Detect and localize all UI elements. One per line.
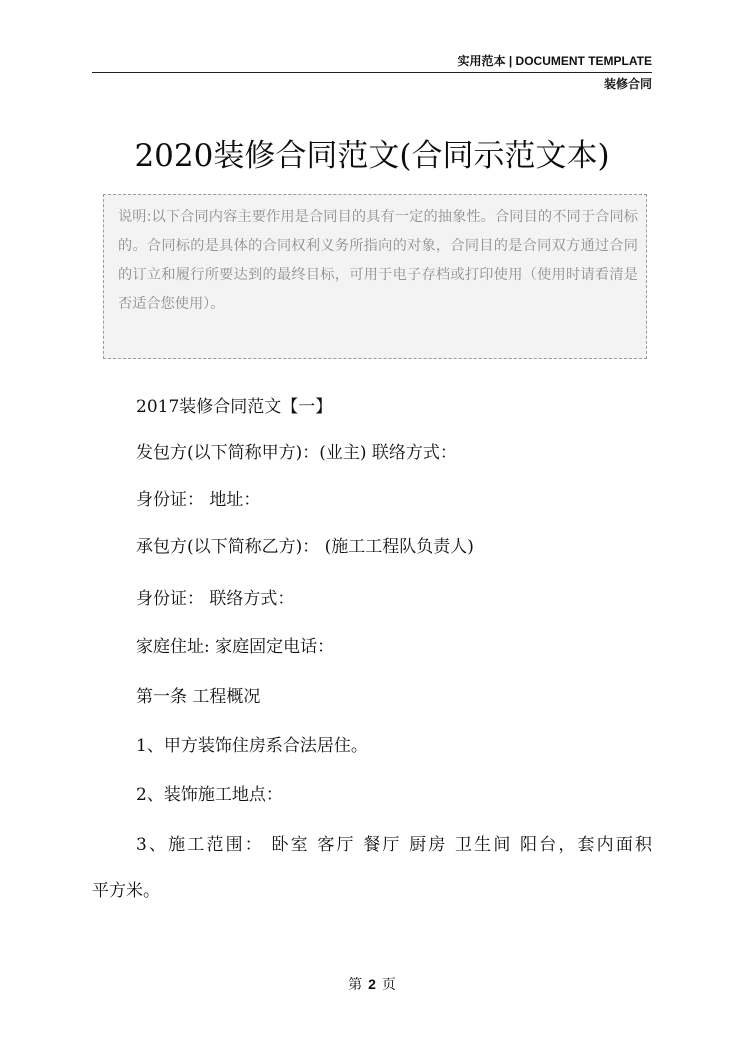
header-divider [92,72,652,73]
party-b-id-line: 身份证： 联络方式： [136,589,295,609]
page-prefix: 第 [348,977,363,993]
document-category-label: 装修合同 [603,77,652,91]
home-address-line: 家庭住址: 家庭固定电话： [136,637,335,657]
document-template-label: 实用范本 | DOCUMENT TEMPLATE [457,54,652,68]
document-title: 2020装修合同范文(合同示范文本) [134,138,610,174]
party-b-line: 承包方(以下简称乙方)： (施工工程队负责人) [136,537,474,557]
clause-3-continuation: 平方米。 [92,881,160,901]
section-heading: 2017装修合同范文【一】 [136,397,333,417]
article-one-heading: 第一条 工程概况 [136,687,261,707]
page-footer [0,974,744,995]
party-a-id-line: 身份证： 地址： [136,490,261,510]
clause-3: 3、施工范围： 卧室 客厅 餐厅 厨房 卫生间 阳台，套内面积 [136,835,652,855]
clause-1: 1、甲方装饰住房系合法居住。 [136,736,368,756]
clause-2: 2、装饰施工地点： [136,785,283,805]
page-suffix: 页 [381,977,396,993]
description-note-box: 说明:以下合同内容主要作用是合同目的具有一定的抽象性。合同目的不同于合同标的。合同标的是具体的合同权利义务所指向的对象，合同目的是合同双方通过合同的订立和履行所要达到的最终目标，可用于电子存档或打印使用（使用时请看清是否适合您使用）。 [103,194,647,359]
page-number: 2 [368,976,376,992]
party-a-line: 发包方(以下简称甲方)：(业主) 联络方式： [136,443,457,463]
